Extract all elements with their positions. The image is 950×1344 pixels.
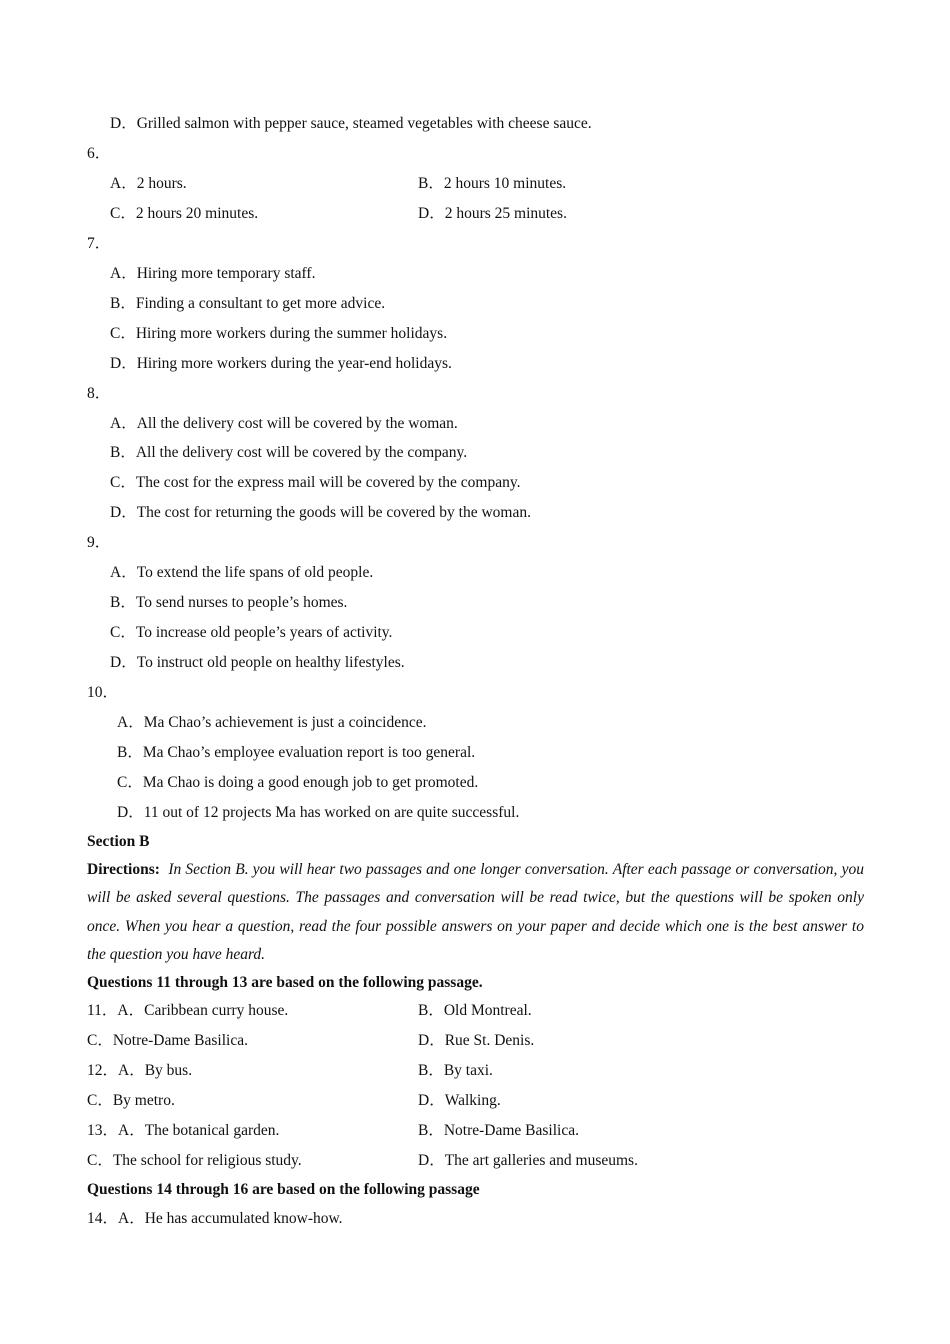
q7-option-a: A．Hiring more temporary staff. <box>110 265 316 282</box>
q12-option-b: B．By taxi. <box>418 1062 493 1079</box>
q13-option-c: C．The school for religious study. <box>87 1152 302 1169</box>
q10-option-a: A．Ma Chao’s achievement is just a coincidence. <box>117 714 427 731</box>
q9-option-d: D．To instruct old people on healthy lifestyles. <box>110 654 405 671</box>
questions-11-13-heading: Questions 11 through 13 are based on the following passage. <box>87 974 483 991</box>
section-b-title: Section B <box>87 833 150 850</box>
q8-number: 8． <box>87 385 111 402</box>
q12-option-d: D．Walking. <box>418 1092 501 1109</box>
q12-option-a: 12．A．By bus. <box>87 1062 193 1079</box>
q8-option-d: D．The cost for returning the goods will be covered by the woman. <box>110 504 531 521</box>
q6-number: 6． <box>87 145 111 162</box>
q9-option-a: A．To extend the life spans of old people. <box>110 564 374 581</box>
q7-option-b: B．Finding a consultant to get more advice. <box>110 295 386 312</box>
q13-option-b: B．Notre-Dame Basilica. <box>418 1122 579 1139</box>
directions-text: In Section B. you will hear two passages and one longer conversation. After each passage or conversation, you will be asked several questions. The passages and conversation will be read twice, but the questions will be spoken only once. When you hear a question, read the four possible answers on your paper and decide which one is the best answer to the question you have heard. <box>87 861 865 963</box>
q5-option-d: D．Grilled salmon with pepper sauce, steamed vegetables with cheese sauce. <box>110 115 592 132</box>
q13-option-a: 13．A．The botanical garden. <box>87 1122 280 1139</box>
q7-option-d: D．Hiring more workers during the year-end holidays. <box>110 355 452 372</box>
q6-option-c: C．2 hours 20 minutes. <box>110 205 259 222</box>
q7-option-c: C．Hiring more workers during the summer holidays. <box>110 325 448 342</box>
q8-option-a: A．All the delivery cost will be covered by the woman. <box>110 415 458 432</box>
q12-option-c: C．By metro. <box>87 1092 175 1109</box>
q6-option-b: B．2 hours 10 minutes. <box>418 175 567 192</box>
q8-option-b: B．All the delivery cost will be covered by the company. <box>110 444 468 461</box>
q10-number: 10． <box>87 684 119 701</box>
q11-option-a: 11．A．Caribbean curry house. <box>87 1002 289 1019</box>
q6-option-a: A．2 hours. <box>110 175 187 192</box>
section-b-directions <box>87 856 864 969</box>
q10-option-b: B．Ma Chao’s employee evaluation report is too general. <box>117 744 476 761</box>
q11-option-d: D．Rue St. Denis. <box>418 1032 535 1049</box>
directions-label: Directions: <box>87 861 160 878</box>
q11-option-b: B．Old Montreal. <box>418 1002 532 1019</box>
q11-option-c: C．Notre-Dame Basilica. <box>87 1032 248 1049</box>
q13-option-d: D．The art galleries and museums. <box>418 1152 638 1169</box>
q9-option-c: C．To increase old people’s years of activity. <box>110 624 393 641</box>
q10-option-d: D．11 out of 12 projects Ma has worked on are quite successful. <box>117 804 520 821</box>
q9-number: 9． <box>87 534 111 551</box>
q8-option-c: C．The cost for the express mail will be covered by the company. <box>110 474 521 491</box>
q6-option-d: D．2 hours 25 minutes. <box>418 205 567 222</box>
q14-option-a: 14．A．He has accumulated know-how. <box>87 1210 343 1227</box>
q7-number: 7． <box>87 235 111 252</box>
questions-14-16-heading: Questions 14 through 16 are based on the following passage <box>87 1181 480 1198</box>
q9-option-b: B．To send nurses to people’s homes. <box>110 594 348 611</box>
q10-option-c: C．Ma Chao is doing a good enough job to get promoted. <box>117 774 479 791</box>
